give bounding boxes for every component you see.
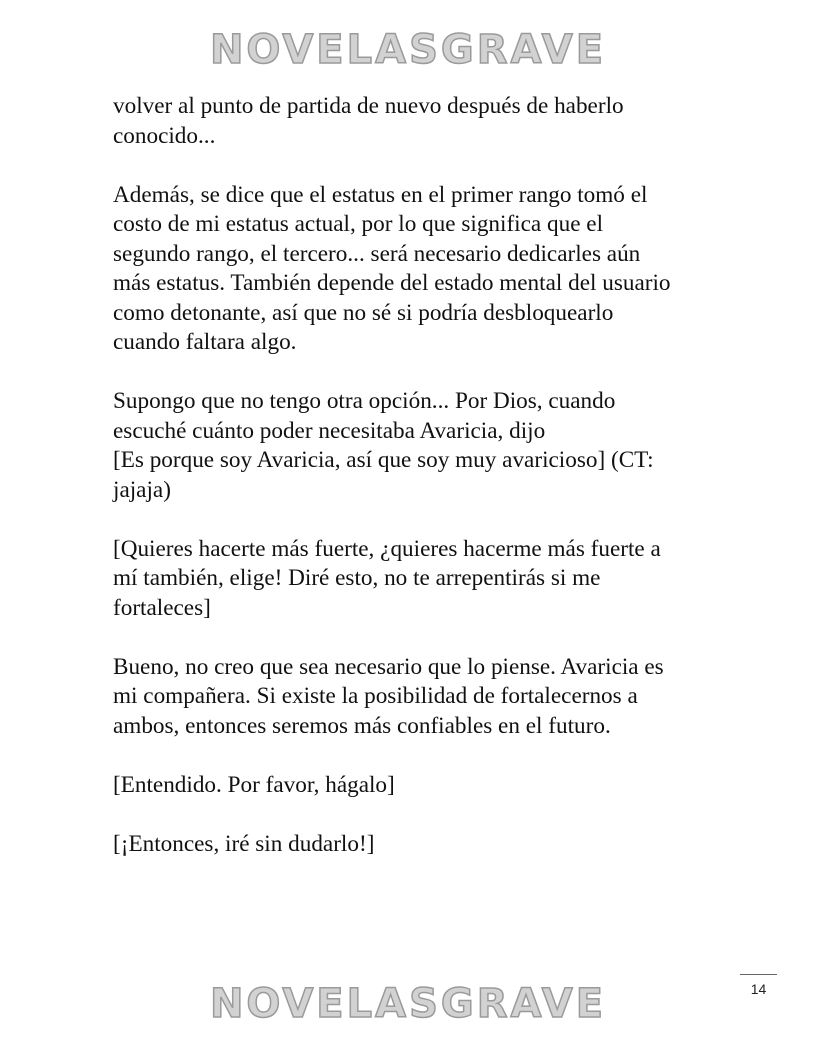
paragraph [113,387,713,505]
text-line: escuché cuánto poder necesitaba Avaricia, dijo [113,417,546,444]
text-line: [Entendido. Por favor, hágalo] [113,771,395,798]
text-line: Bueno, no creo que sea necesario que lo piense. Avaricia es [113,653,664,680]
text-line: ambos, entonces seremos más confiables en el futuro. [113,712,611,739]
text-line: fortaleces] [113,594,211,621]
paragraph [113,771,713,801]
paragraph [113,830,713,860]
footer-logo: NOVELASGRAVE [209,981,607,1027]
header-logo: NOVELASGRAVE [209,27,607,73]
text-line: mí también, elige! Diré esto, no te arrepentirás si me [113,565,601,591]
text-line: volver al punto de partida de nuevo después de haberlo [113,93,624,119]
paragraph [113,181,713,358]
text-line: Supongo que no tengo otra opción... Por Dios, cuando [113,388,616,414]
text-line: más estatus. También depende del estado mental del usuario [113,270,671,296]
paragraph [113,535,713,624]
text-line: Además, se dice que el estatus en el primer rango tomó el [113,181,648,208]
text-line: segundo rango, el tercero... será necesario dedicarles aún [113,240,641,267]
paragraph [113,653,713,742]
text-line: costo de mi estatus actual, por lo que significa que el [113,211,604,237]
text-line: [Quieres hacerte más fuerte, ¿quieres hacerme más fuerte a [113,535,661,562]
text-line: como detonante, así que no sé si podría desbloquearlo [113,299,614,326]
text-line: mi compañera. Si existe la posibilidad de fortalecernos a [113,683,638,709]
document-body [113,92,713,889]
text-line: [Es porque soy Avaricia, así que soy muy avaricioso] (CT: [113,447,654,473]
text-line: jajaja) [113,476,171,503]
paragraph [113,92,713,151]
page-number: 14 [740,974,777,997]
text-line: cuando faltara algo. [113,329,297,355]
text-line: conocido... [113,122,216,149]
text-line: [¡Entonces, iré sin dudarlo!] [113,830,375,857]
